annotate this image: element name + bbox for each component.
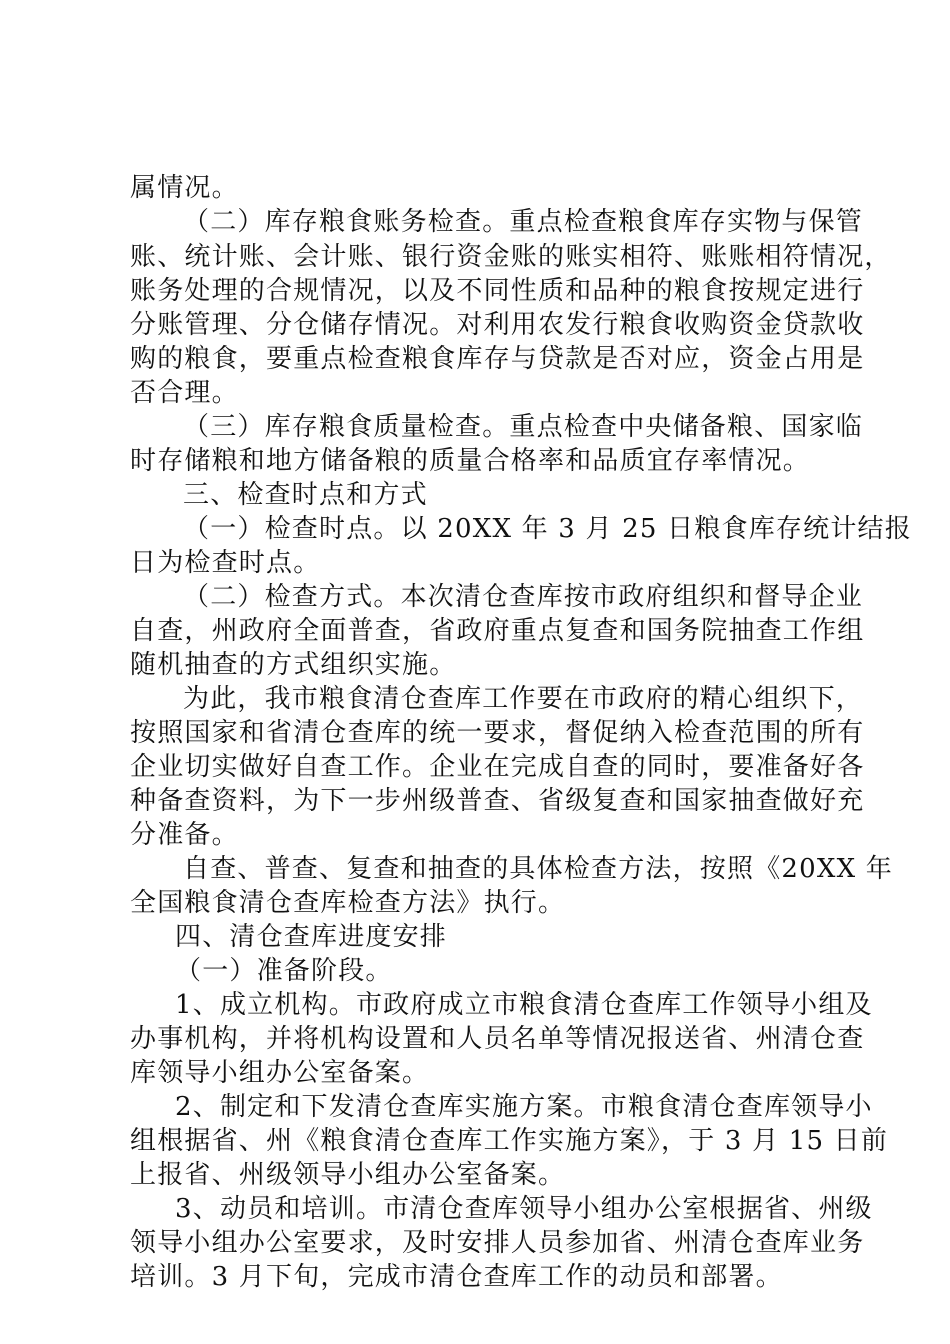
text-line: 自查、普查、复查和抽查的具体检查方法，按照《20XX 年: [183, 854, 893, 884]
section-heading: 三、检查时点和方式: [183, 480, 428, 510]
text-line: 领导小组办公室要求，及时安排人员参加省、州清仓查库业务: [130, 1228, 865, 1258]
text-line: 上报省、州级领导小组办公室备案。: [130, 1160, 566, 1190]
text-line: 培训。3 月下旬，完成市清仓查库工作的动员和部署。: [130, 1262, 783, 1292]
text-line: 分准备。: [130, 820, 239, 850]
text-line: 全国粮食清仓查库检查方法》执行。: [130, 888, 566, 918]
text-line: 自查，州政府全面普查，省政府重点复查和国务院抽查工作组: [130, 616, 865, 646]
text-line: 日为检查时点。: [130, 548, 321, 578]
text-line: 3、动员和培训。市清仓查库领导小组办公室根据省、州级: [175, 1194, 873, 1224]
text-line: 账务处理的合规情况，以及不同性质和品种的粮食按规定进行: [130, 276, 865, 306]
text-line: 企业切实做好自查工作。企业在完成自查的同时，要准备好各: [130, 752, 865, 782]
text-line: 分账管理、分仓储存情况。对利用农发行粮食收购资金贷款收: [130, 310, 865, 340]
text-line: （二）检查方式。本次清仓查库按市政府组织和督导企业: [183, 582, 864, 612]
text-line: 随机抽查的方式组织实施。: [130, 650, 457, 680]
text-line: 组根据省、州《粮食清仓查库工作实施方案》，于 3 月 15 日前: [130, 1126, 889, 1156]
text-line: 属情况。: [130, 173, 239, 203]
text-line: （一）检查时点。以 20XX 年 3 月 25 日粮食库存统计结报: [183, 514, 912, 544]
text-line: （二）库存粮食账务检查。重点检查粮食库存实物与保管: [183, 207, 864, 237]
text-line: 账、统计账、会计账、银行资金账的账实相符、账账相符情况，: [130, 242, 892, 272]
text-line: 办事机构，并将机构设置和人员名单等情况报送省、州清仓查: [130, 1024, 865, 1054]
text-line: 1、成立机构。市政府成立市粮食清仓查库工作领导小组及: [175, 990, 873, 1020]
text-line: 购的粮食，要重点检查粮食库存与贷款是否对应，资金占用是: [130, 344, 865, 374]
text-line: （一）准备阶段。: [175, 956, 393, 986]
text-line: 种备查资料，为下一步州级普查、省级复查和国家抽查做好充: [130, 786, 865, 816]
text-line: 为此，我市粮食清仓查库工作要在市政府的精心组织下，: [183, 684, 864, 714]
text-line: 按照国家和省清仓查库的统一要求，督促纳入检查范围的所有: [130, 718, 865, 748]
text-line: 2、制定和下发清仓查库实施方案。市粮食清仓查库领导小: [175, 1092, 873, 1122]
text-line: 库领导小组办公室备案。: [130, 1058, 430, 1088]
section-heading: 四、清仓查库进度安排: [175, 922, 448, 952]
text-line: 时存储粮和地方储备粮的质量合格率和品质宜存率情况。: [130, 446, 811, 476]
text-line: （三）库存粮食质量检查。重点检查中央储备粮、国家临: [183, 412, 864, 442]
text-line: 否合理。: [130, 378, 239, 408]
